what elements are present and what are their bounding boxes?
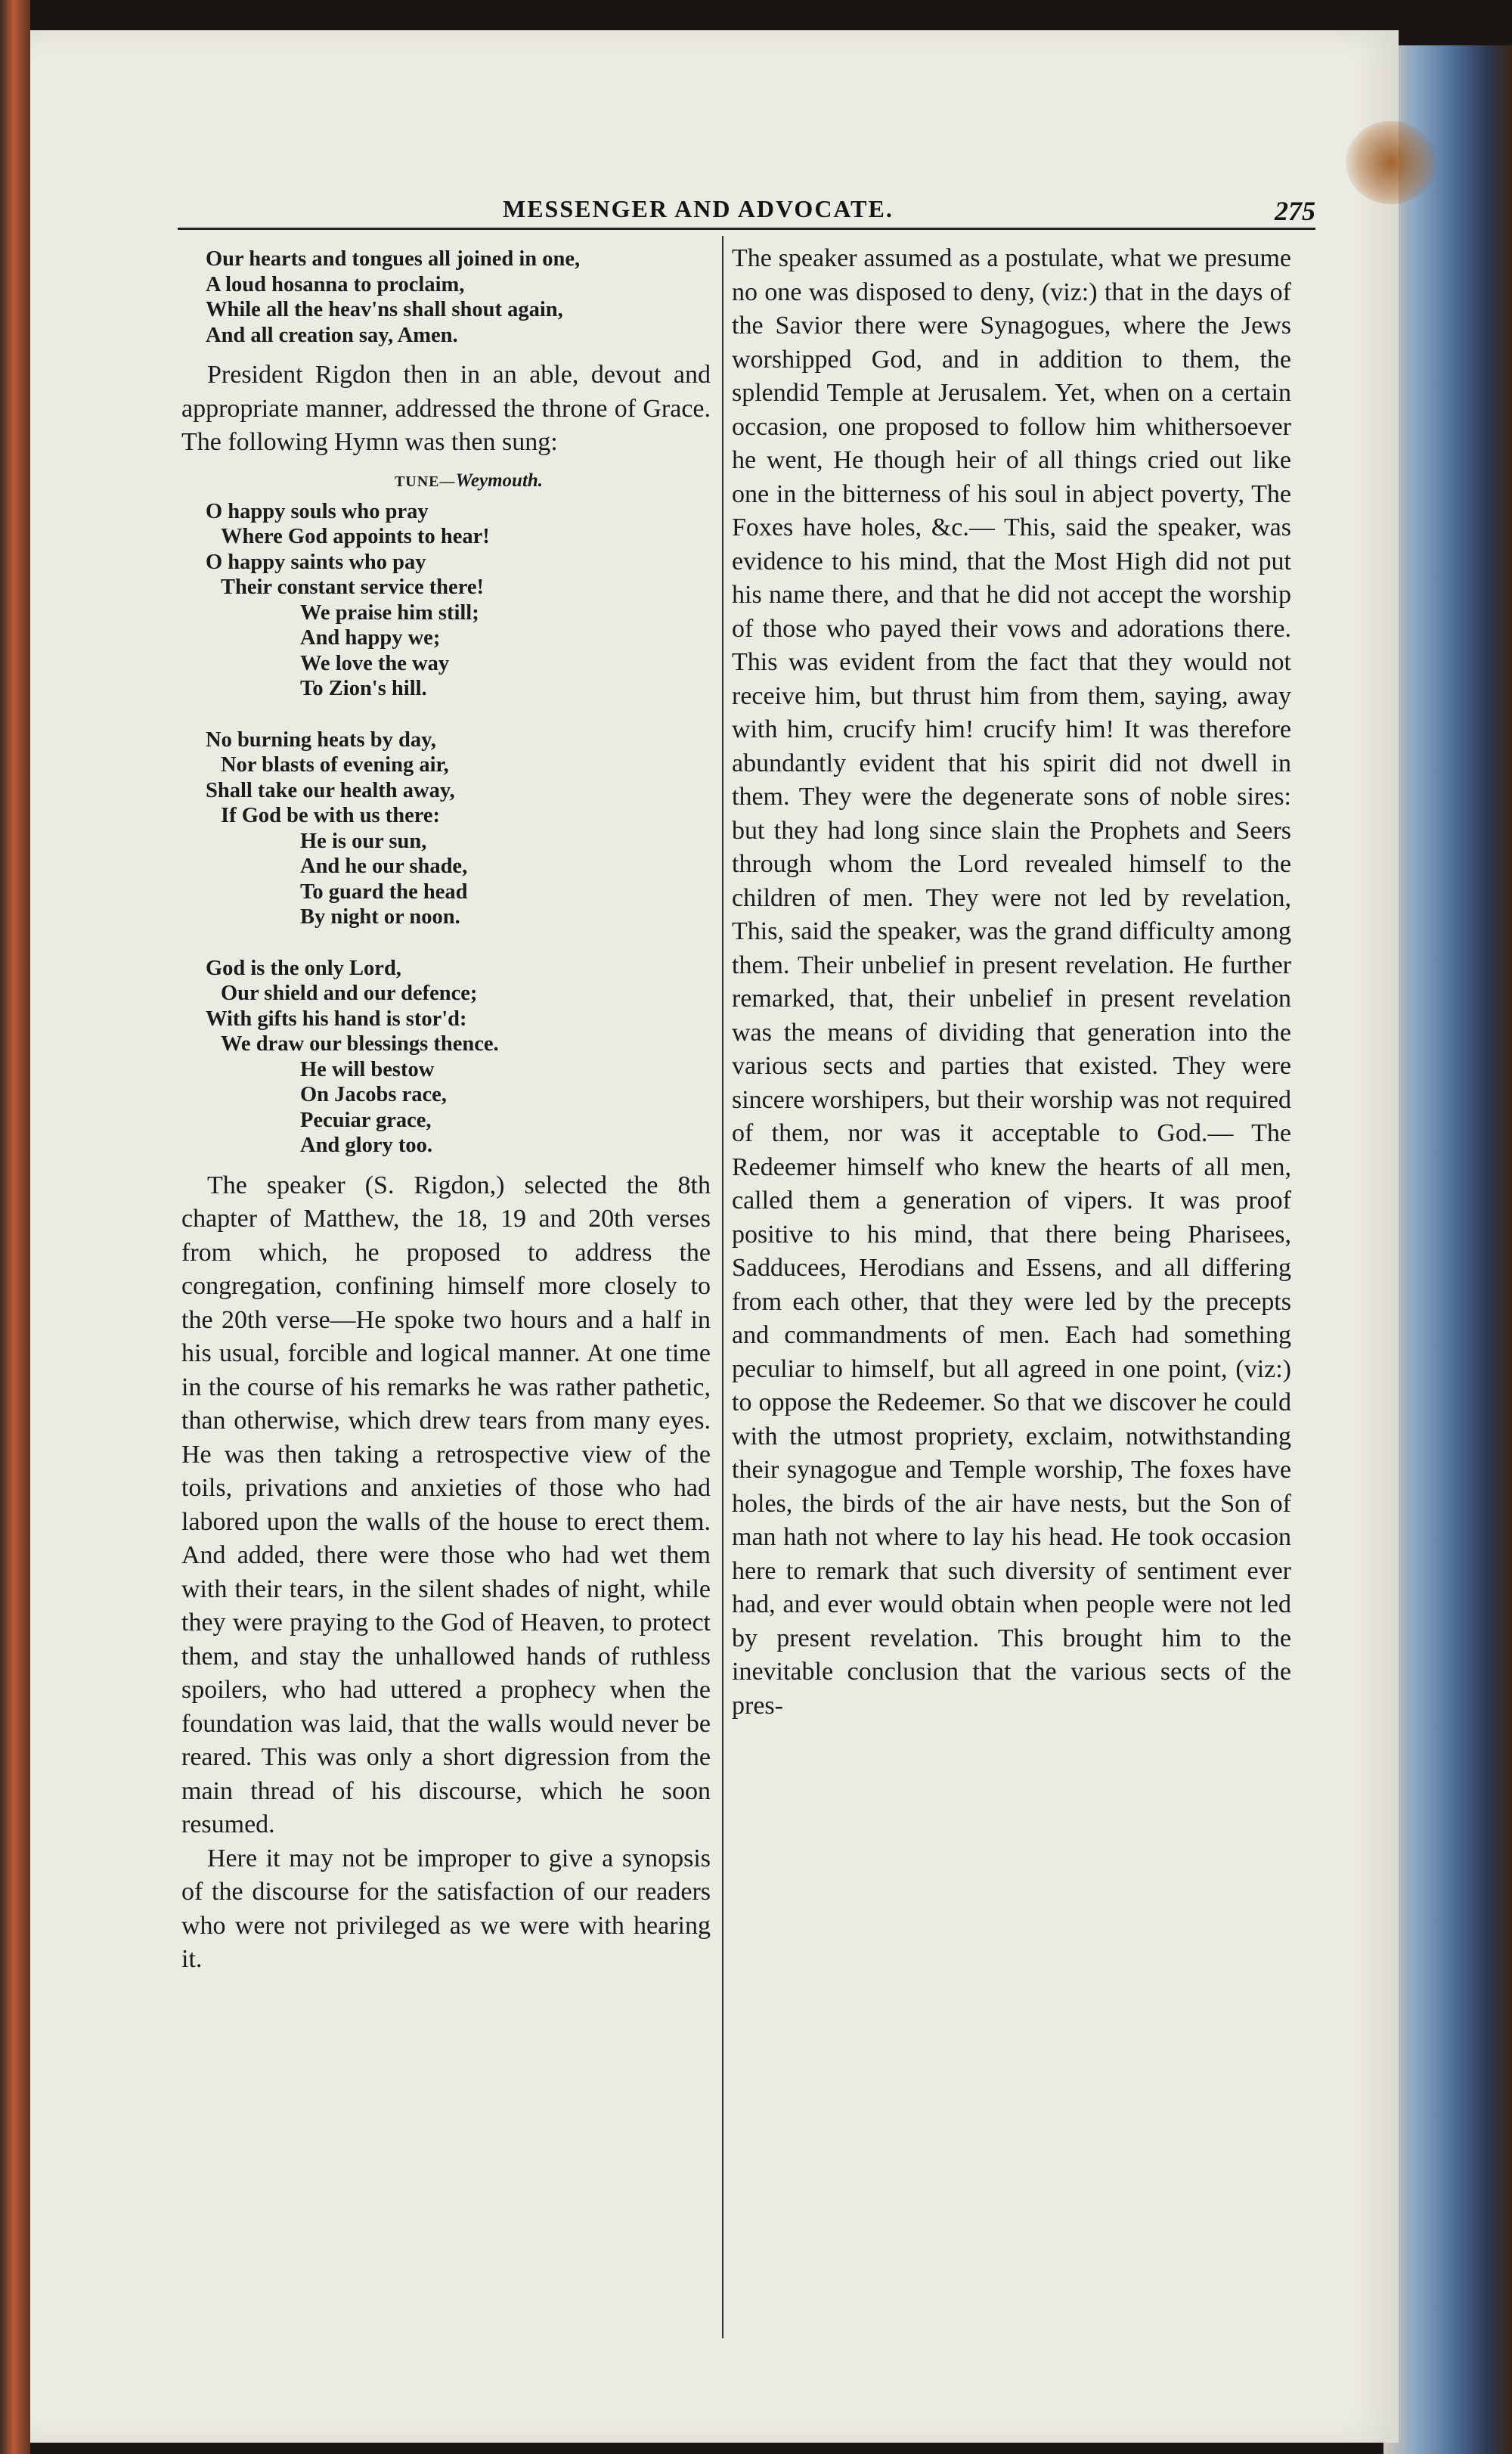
verse-line: To Zion's hill. bbox=[300, 677, 427, 700]
verse-line: Their constant service there! bbox=[221, 575, 484, 599]
verse-line: O happy saints who pay bbox=[206, 550, 426, 574]
verse-line: On Jacobs race, bbox=[300, 1083, 447, 1106]
hymn-stanza-2 bbox=[206, 728, 711, 930]
verse-line: We draw our blessings thence. bbox=[221, 1032, 499, 1056]
verse-line: To guard the head bbox=[300, 880, 468, 904]
page-number: 275 bbox=[1275, 196, 1315, 226]
page-edges-right bbox=[1383, 45, 1512, 2454]
verse-line: Our hearts and tongues all joined in one, bbox=[206, 247, 581, 271]
page-header bbox=[178, 195, 1315, 230]
verse-line: And he our shade, bbox=[300, 855, 468, 878]
discourse-paragraph: The speaker assumed as a postulate, what we presume no one was disposed to deny, (viz:) that in the days of the Savior there were Synagogues, where the Jews worshipped God, and in addition to them, the splendid Temple at Jerusalem. Yet, when on a certain occasion, one proposed to follow him whithersoever he went, He though heir of all things cried out like one in the bitterness of his soul in abject poverty, The Foxes have holes, &c.— This, said the speaker, was evidence to his mind, that the Most High did not put his name there, and that he did not accept the worship of those who payed their vows and adorations there. This was evident from the fact that they would not receive him, but thrust him from them, saying, away with him, crucify him! crucify him! It was therefore abundantly evident that his spirit did not dwell in them. They were the degenerate sons of noble sires: but they had long since slain the Prophets and Seers through whom the Lord revealed himself to the children of men. They were not led by revelation, This, said the speaker, was the grand difficulty among them. Their unbelief in present revelation. He further remarked, that, their unbelief in present revelation was the means of dividing that generation into the various sects and parties that existed. They were sincere worshipers, but their worship was not required of them, nor was it acceptable to God.— The Redeemer himself who knew the hearts of all men, called them a generation of vipers. It was proof positive to his mind, that there being Pharisees, Sadducees, Herodians and Essens, and all differing from each other, that they were led by the precepts and commandments of men. Each had something peculiar to himself, but all agreed in one point, (viz:) to oppose the Redeemer. So that we discover he could with the utmost propriety, exclaim, notwithstanding their synagogue and Temple worship, The foxes have holes, the birds of the air have nests, but the Son of man hath not where to lay his head. He took occasion here to remark that such diversity of sentiment ever had, and ever would obtain when people were not led by present revelation. This brought him to the inevitable conclusion that the various sects of the pres- bbox=[732, 244, 1291, 1720]
verse-line: God is the only Lord, bbox=[206, 956, 401, 980]
opening-stanza bbox=[206, 247, 711, 348]
tune-label: TUNE— bbox=[394, 473, 456, 490]
verse-line: Our shield and our defence; bbox=[221, 982, 478, 1005]
hymn-stanza-1 bbox=[206, 499, 711, 702]
verse-line: Pecuiar grace, bbox=[300, 1108, 432, 1132]
left-column bbox=[181, 242, 711, 1977]
verse-line: We praise him still; bbox=[300, 600, 479, 625]
verse-line: Nor blasts of evening air, bbox=[221, 753, 449, 777]
verse-line: And happy we; bbox=[300, 626, 441, 650]
header-rule bbox=[178, 228, 1315, 230]
verse-line: If God be with us there: bbox=[221, 804, 441, 827]
verse-line: O happy souls who pray bbox=[206, 499, 429, 523]
hymn-stanza-3 bbox=[206, 956, 711, 1159]
age-stain bbox=[1346, 121, 1436, 204]
book-cover-edge-left bbox=[0, 0, 30, 2454]
tune-name: Weymouth. bbox=[455, 470, 544, 491]
verse-line: And all creation say, Amen. bbox=[206, 323, 458, 347]
verse-line: He is our sun, bbox=[300, 829, 427, 853]
synopsis-paragraph: Here it may not be improper to give a synopsis of the discourse for the satisfaction of our readers who were not privileged as we were with hearing it. bbox=[181, 1844, 711, 1973]
verse-line: With gifts his hand is stor'd: bbox=[206, 1007, 467, 1031]
verse-line: And glory too. bbox=[300, 1134, 432, 1157]
column-divider bbox=[722, 236, 723, 2338]
verse-line: A loud hosanna to proclaim, bbox=[206, 272, 465, 296]
prayer-paragraph: President Rigdon then in an able, devout and appropriate manner, addressed the throne of Grace. The following Hymn was then sung: bbox=[181, 361, 711, 456]
hymn-tune bbox=[227, 470, 711, 492]
verse-line: No burning heats by day, bbox=[206, 728, 436, 752]
right-column bbox=[732, 242, 1291, 1723]
verse-line: We love the way bbox=[300, 651, 450, 675]
verse-line: He will bestow bbox=[300, 1057, 435, 1081]
running-head: MESSENGER AND ADVOCATE. bbox=[503, 195, 894, 222]
verse-line: While all the heav'ns shall shout again, bbox=[206, 298, 563, 321]
verse-line: Where God appoints to hear! bbox=[221, 525, 490, 548]
speaker-paragraph: The speaker (S. Rigdon,) selected the 8th chapter of Matthew, the 18, 19 and 20th verses from which, he proposed to address the congregation, confining himself more closely to the 20th verse—He spoke two hours and a half in his usual, forcible and logical manner. At one time in the course of his remarks he was rather pathetic, than otherwise, which drew tears from many eyes. He was then taking a retrospective view of the toils, privations and anxieties of those who had labored upon the walls of the house to erect them. And added, there were those who had wet them with their tears, in the silent shades of night, while they were praying to the God of Heaven, to protect them, and stay the unhallowed hands of ruthless spoilers, who had uttered a prophecy when the foundation was laid, that the walls would never be reared. This was only a short digression from the main thread of his discourse, which he soon resumed. bbox=[181, 1171, 711, 1838]
verse-line: By night or noon. bbox=[300, 905, 460, 929]
verse-line: Shall take our health away, bbox=[206, 778, 455, 802]
